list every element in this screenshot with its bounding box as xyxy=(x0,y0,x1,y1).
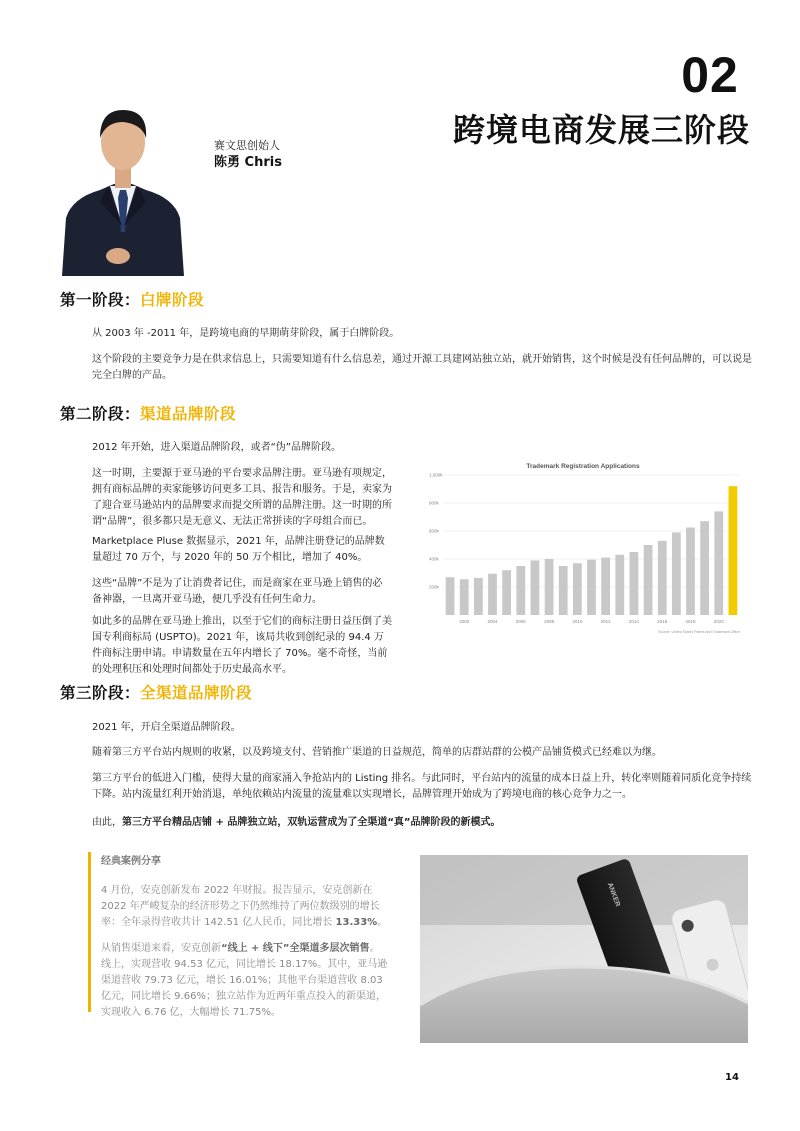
author-photo-illustration xyxy=(60,98,186,276)
chart-bar-2009 xyxy=(559,566,568,615)
stage-1-paragraph-2: 这个阶段的主要竞争力是在供求信息上，只需要知道有什么信息差，通过开源工具建网站独立站，就开始销售，这个时候是没有任何品牌的，可以说是完全白牌的产品。 xyxy=(92,354,752,381)
trademark-chart xyxy=(405,455,750,635)
chart-source: Source: United States Patent and Trademark Office xyxy=(658,630,740,634)
stage-3-heading xyxy=(60,681,252,703)
chart-x-tick-label: 2016 xyxy=(657,619,668,624)
product-photo xyxy=(420,855,748,1043)
chart-bar-2001 xyxy=(446,577,455,615)
stage-3-heading-prefix: 第三阶段： xyxy=(60,684,141,702)
chart-bar-2004 xyxy=(488,574,497,615)
stage-3-paragraph-4-bold: 第三方平台精品店铺 + 品牌独立站，双轨运营成为了全渠道“真”品牌阶段的新模式。 xyxy=(122,817,501,828)
case-study-paragraph-2 xyxy=(101,941,388,1021)
chart-y-tick-label: 200k xyxy=(429,584,439,590)
chart-bar-2012 xyxy=(601,558,610,615)
case-p1-bold: 13.33% xyxy=(335,917,378,928)
chart-x-tick-label: 2008 xyxy=(544,619,555,624)
case-p1-end: 。 xyxy=(377,917,388,928)
stage-3-paragraph-2: 随着第三方平台站内规则的收紧，以及跨境支付、营销推广渠道的日益规范，简单的店群站群的公模产品铺货模式已经难以为继。 xyxy=(92,747,662,758)
chart-bar-2014 xyxy=(630,552,639,615)
chart-bar-2013 xyxy=(615,555,624,615)
chart-bar-2002 xyxy=(460,579,469,615)
chart-y-tick-label: 600k xyxy=(429,528,439,534)
stage-3-paragraph-1: 2021 年，开启全渠道品牌阶段。 xyxy=(92,722,241,733)
chart-bar-2017 xyxy=(672,532,681,615)
author-name: 陈勇 Chris xyxy=(214,155,282,170)
chart-x-tick-label: 2012 xyxy=(600,619,611,624)
chapter-number: 02 xyxy=(681,47,739,103)
product-photo-illustration xyxy=(420,855,748,1043)
power-bank-brand: ANKER xyxy=(605,881,621,908)
author-portrait xyxy=(60,98,186,276)
chart-bar-2015 xyxy=(644,545,653,615)
chart-bar-2003 xyxy=(474,578,483,615)
case-study-paragraph-1 xyxy=(101,883,388,931)
case-p1-text: 4 月份，安克创新发布 2022 年财报。报告显示，安克创新在 2022 年严峻复杂的经济形势之下仍然维持了两位数级别的增长率：全年录得营收共计 142.51 亿人民币，同比增长 xyxy=(101,885,380,928)
stage-3-heading-highlight: 全渠道品牌阶段 xyxy=(140,684,253,702)
stage-2-heading-prefix: 第二阶段： xyxy=(60,405,141,423)
stage-3-paragraph-3: 第三方平台的低进入门槛，使得大量的商家涌入争抢站内的 Listing 排名。与此同时，平台站内的流量的成本日益上升，转化率则随着同质化竞争持续下降。站内流量红利开始消退，单纯依赖站内流量的流量难以实现增长，品牌管理开始成为了跨境电商的核心竞争力之一。 xyxy=(92,773,752,800)
stage-2-paragraph-5: 如此多的品牌在亚马逊上推出，以至于它们的商标注册日益压倒了美国专利商标局 (USPTO)。2021 年，该局共收到创纪录的 94.4 万件商标注册申请。申请数量在五年内增长了 70%。毫不奇怪，当前的处理积压和处理时间都处于历史最高水平。 xyxy=(92,616,392,675)
case-study-title: 经典案例分享 xyxy=(101,856,161,867)
chart-x-tick-label: 2010 xyxy=(572,619,583,624)
stage-1-heading xyxy=(60,288,204,310)
trademark-chart-svg xyxy=(405,455,750,635)
chart-x-tick-label: 2018 xyxy=(685,619,696,624)
stage-2-paragraph-1: 2012 年开始，进入渠道品牌阶段，或者“伪”品牌阶段。 xyxy=(92,442,341,453)
chart-bar-2006 xyxy=(516,566,525,615)
chart-bar-2016 xyxy=(658,541,667,615)
chart-bar-2010 xyxy=(573,563,582,615)
stage-3-paragraph-4-prefix: 由此， xyxy=(92,817,122,828)
chart-x-tick-label: 2020 xyxy=(713,619,724,624)
stage-1-paragraph-1: 从 2003 年 -2011 年，是跨境电商的早期萌芽阶段，属于白牌阶段。 xyxy=(92,328,400,339)
page-number: 14 xyxy=(725,1072,739,1083)
chart-bar-2020 xyxy=(714,511,723,615)
stage-1-heading-prefix: 第一阶段： xyxy=(60,291,141,309)
case-p2-rest: 。线上，实现营收 94.53 亿元，同比增长 18.17%。其中，亚马逊渠道营收 79.73 亿元，增长 16.01%；其他平台渠道营收 8.03 亿元，同比增长 9.66%；独立站作为近两年重点投入的新渠道，实现收入 6.76 亿，大幅增长 71.75%。 xyxy=(101,943,388,1018)
chart-y-tick-label: 800k xyxy=(429,500,439,506)
chart-x-tick-label: 2004 xyxy=(487,619,498,624)
chart-bar-2019 xyxy=(700,521,709,615)
author-role: 赛文思创始人 xyxy=(214,139,280,152)
stage-2-paragraph-3: Marketplace Pluse 数据显示，2021 年，品牌注册登记的品牌数量超过 70 万个，与 2020 年的 50 万个相比，增加了 40%。 xyxy=(92,536,385,563)
stage-2-paragraph-4: 这些“品牌”不是为了让消费者记住，而是商家在亚马逊上销售的必备神器，一旦离开亚马逊，便几乎没有任何生命力。 xyxy=(92,578,383,605)
chart-bar-2008 xyxy=(545,559,554,615)
case-study-box xyxy=(88,852,388,1018)
stage-2-heading-highlight: 渠道品牌阶段 xyxy=(140,405,237,423)
chart-y-tick-label: 400k xyxy=(429,556,439,562)
chart-x-tick-label: 2006 xyxy=(515,619,526,624)
chart-bar-2021 xyxy=(729,486,738,615)
chart-x-tick-label: 2014 xyxy=(628,619,639,624)
case-p2-text: 从销售渠道来看，安克创新 xyxy=(101,943,221,954)
chart-bar-2011 xyxy=(587,560,596,615)
stage-2-paragraph-2: 这一时期，主要源于亚马逊的平台要求品牌注册。亚马逊有项规定，拥有商标品牌的卖家能够访问更多工具、报告和服务。于是，卖家为了迎合亚马逊站内的品牌要求而提交所谓的品牌注册。这一时期的所谓“品牌”，很多都只是无意义、无法正常拼读的字母组合而已。 xyxy=(92,468,392,527)
stage-1-heading-highlight: 白牌阶段 xyxy=(140,291,205,309)
chart-title: Trademark Registration Applications xyxy=(526,463,640,470)
chart-x-tick-label: 2002 xyxy=(459,619,470,624)
case-p2-bold: “线上 + 线下”全渠道多层次销售 xyxy=(221,943,370,954)
chart-bar-2007 xyxy=(531,560,540,615)
chart-bar-2005 xyxy=(502,570,511,615)
chapter-title: 跨境电商发展三阶段 xyxy=(452,111,750,149)
stage-2-heading xyxy=(60,402,236,424)
chart-bar-2018 xyxy=(686,528,695,616)
chart-y-tick-label: 1,000k xyxy=(429,472,443,478)
stage-3-paragraph-4 xyxy=(92,815,752,831)
